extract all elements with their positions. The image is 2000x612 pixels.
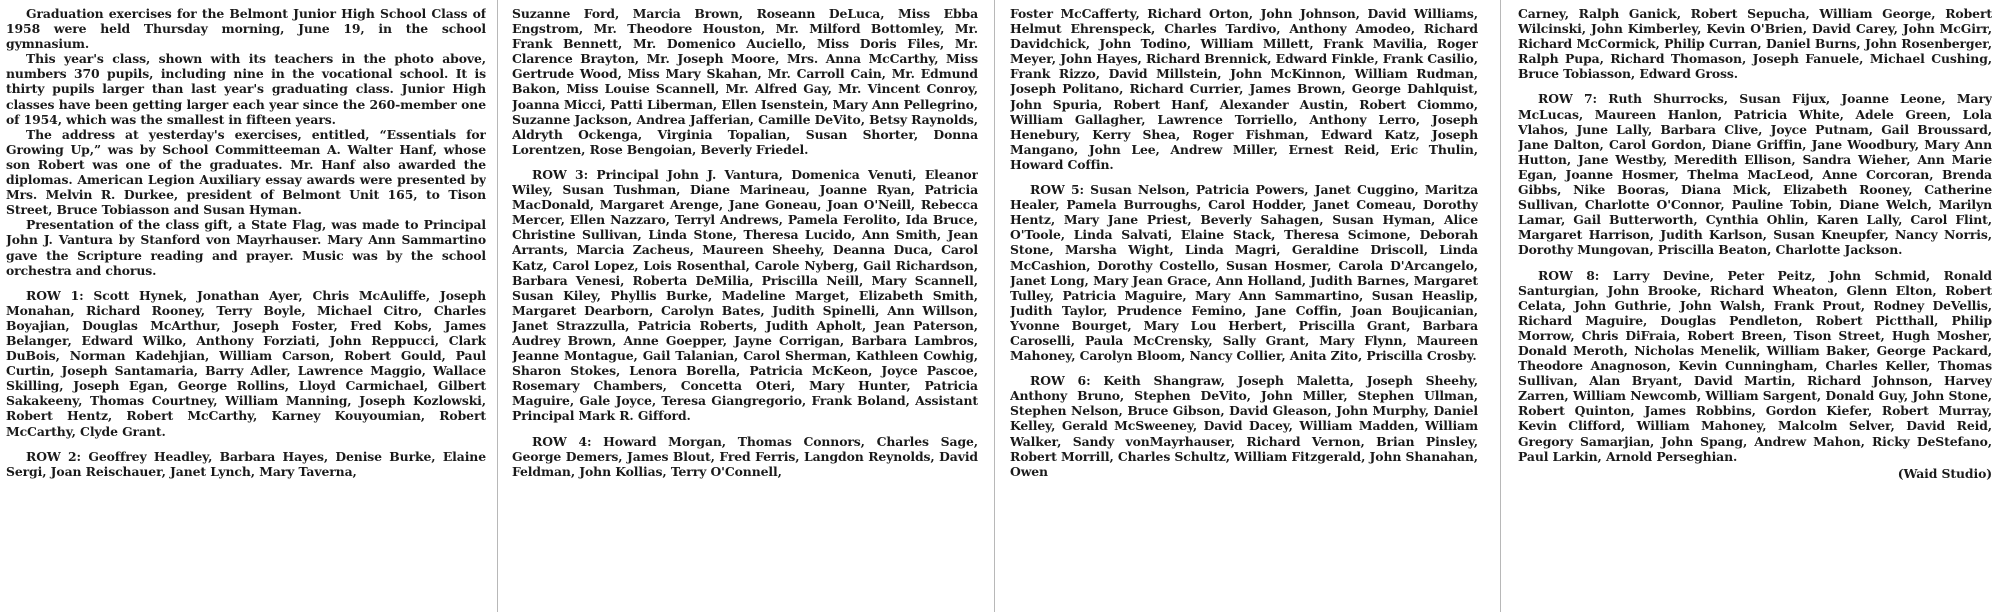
column-rule [1500, 0, 1501, 612]
row-6-names-start: ROW 6: Keith Shangraw, Joseph Maletta, Joseph Sheehy, Anthony Bruno, Stephen DeVito, John Miller, Stephen Ullman, Stephen Nelson, Bruce Gibson, David Gleason, John Murphy, Daniel Kelley, Gerald McSweeney, David Dacey, William Madden, William Walker, Sandy vonMayrhauser, Richard Vernon, Brian Pinsley, Robert Morrill, Charles Schultz, William Fitzgerald, John Shanahan, Owen [1010, 373, 1478, 479]
intro-paragraph: The address at yesterday's exercises, entitled, “Essentials for Growing Up,” was by School Committeeman A. Walter Hanf, whose son Robert was one of the graduates. Mr. Hanf also awarded the diplomas. American Legion Auxiliary essay awards were presented by Mrs. Melvin R. Durkee, president of Belmont Unit 165, to Tison Street, Bruce Tobiasson and Susan Hyman. [6, 126, 486, 218]
column-3 [1010, 6, 1478, 612]
intro-paragraph: Graduation exercises for the Belmont Junior High School Class of 1958 were held Thursday morning, June 19, in the school gymnasium. [6, 6, 486, 52]
row-8-names: ROW 8: Larry Devine, Peter Peitz, John Schmid, Ronald Santurgian, John Brooke, Richard Wheaton, Glenn Elton, Robert Celata, John Guthrie, John Walsh, Frank Prout, Rodney DeVellis, Richard Maguire, Douglas Pendleton, Robert Pictthall, Philip Morrow, Chris DiFraia, Robert Breen, Tison Street, Hugh Mosher, Donald Meroth, Nicholas Menelik, William Baker, George Packard, Theodore Anagnoson, Kevin Cunningham, Charles Keller, Thomas Sullivan, Alan Bryant, David Martin, Richard Johnson, Harvey Zarren, William Newcomb, William Sargent, Donald Guy, John Stone, Robert Quinton, James Robbins, Gordon Kiefer, Robert Murray, Kevin Clifford, William Mahoney, Malcolm Selver, David Reid, Gregory Samarjian, John Spang, Andrew Mahon, Ricky DeStefano, Paul Larkin, Arnold Perseghian. [1518, 267, 1992, 464]
photo-credit: (Waid Studio) [1897, 465, 1992, 481]
row-1-names: ROW 1: Scott Hynek, Jonathan Ayer, Chris McAuliffe, Joseph Monahan, Richard Rooney, Terry Boyle, Michael Citro, Charles Boyajian, Douglas McArthur, Joseph Foster, Fred Kobs, James Belanger, Edward Wilko, Anthony Forziati, John Reppucci, Clark DuBois, Norman Kadehjian, William Carson, Robert Gould, Paul Curtin, Joseph Santamaria, Barry Adler, Lawrence Maggio, Wallace Skilling, Joseph Egan, George Rollins, Lloyd Carmichael, Gilbert Sakakeeny, Thomas Courtney, William Manning, Joseph Kozlowski, Robert Hentz, Robert McCarthy, Karney Kouyoumian, Robert McCarthy, Clyde Grant. [6, 287, 486, 439]
row-4-names-continued: Foster McCafferty, Richard Orton, John Johnson, David Williams, Helmut Ehrenspeck, Charles Tardivo, Anthony Amodeo, Richard Davidchick, John Todino, William Millett, Frank Mavilia, Roger Meyer, John Hayes, Richard Brennick, Edward Finkle, Frank Casilio, Frank Rizzo, David Millstein, John McKinnon, William Rudman, Joseph Politano, Richard Currier, James Brown, George Dahlquist, John Spuria, Robert Hanf, Alexander Austin, Robert Ciommo, William Gallagher, Lawrence Torriello, Anthony Lerro, Joseph Henebury, Kerry Shea, Roger Fishman, Edward Katz, Joseph Mangano, John Lee, Andrew Miller, Ernest Reid, Eric Thulin, Howard Coffin. [1010, 6, 1478, 172]
row-2-names-continued: Suzanne Ford, Marcia Brown, Roseann DeLuca, Miss Ebba Engstrom, Mr. Theodore Houston, Mr. Milford Bottomley, Mr. Frank Bennett, Mr. Domenico Auciello, Miss Doris Files, Mr. Clarence Brayton, Mr. Joseph Moore, Mrs. Anna McCarthy, Miss Gertrude Wood, Miss Mary Skahan, Mr. Carroll Cain, Mr. Edmund Bakon, Miss Louise Scannell, Mr. Alfred Gay, Mr. Vincent Conroy, Joanna Micci, Patti Liberman, Ellen Isenstein, Mary Ann Pellegrino, Suzanne Jackson, Andrea Jafferian, Camille DeVito, Betsy Raynolds, Aldryth Ockenga, Virginia Topalian, Susan Shorter, Donna Lorentzen, Rose Bengoian, Beverly Friedel. [512, 6, 978, 157]
row-5-names: ROW 5: Susan Nelson, Patricia Powers, Janet Cuggino, Maritza Healer, Pamela Burroughs, Carol Hodder, Janet Comeau, Dorothy Hentz, Mary Jane Priest, Beverly Sahagen, Susan Hyman, Alice O'Toole, Linda Salvati, Elaine Stack, Theresa Scimone, Deborah Stone, Marsha Wight, Linda Magri, Geraldine Driscoll, Linda McCashion, Dorothy Costello, Susan Hosmer, Carola D'Arcangelo, Janet Long, Mary Jean Grace, Ann Holland, Judith Barnes, Margaret Tulley, Patricia Maguire, Mary Ann Sammartino, Susan Heaslip, Judith Taylor, Prudence Femino, Jane Coffin, Joan Boujicanian, Yvonne Bourget, Mary Lou Herbert, Priscilla Grant, Barbara Caroselli, Paula McCrensky, Sally Grant, Mary Flynn, Maureen Mahoney, Carolyn Bloom, Nancy Collier, Anita Zito, Priscilla Crosby. [1010, 182, 1478, 364]
row-2-names-start: ROW 2: Geoffrey Headley, Barbara Hayes, Denise Burke, Elaine Sergi, Joan Reischauer, Janet Lynch, Mary Taverna, [6, 448, 486, 479]
row-6-names-continued: Carney, Ralph Ganick, Robert Sepucha, William George, Robert Wilcinski, John Kimberley, Kevin O'Brien, David Carey, John McGirr, Richard McCormick, Philip Curran, Daniel Burns, John Rosenberger, Ralph Pupa, Richard Thomason, Joseph Fanuele, Michael Cushing, Bruce Tobiasson, Edward Gross. [1518, 6, 1992, 82]
row-7-names: ROW 7: Ruth Shurrocks, Susan Fijux, Joanne Leone, Mary McLucas, Maureen Hanlon, Patricia White, Adele Green, Lola Vlahos, June Lally, Barbara Clive, Joyce Putnam, Gail Broussard, Jane Dalton, Carol Gordon, Diane Griffin, Jane Woodbury, Mary Ann Hutton, Jane Westby, Meredith Ellison, Sandra Wieher, Ann Marie Egan, Joanne Hosmer, Thelma MacLeod, Anne Corcoran, Brenda Gibbs, Nike Booras, Diana Mick, Elizabeth Rooney, Catherine Sullivan, Charlotte O'Connor, Pauline Tobin, Diane Welch, Marilyn Lamar, Gail Butterworth, Cynthia Ohlin, Karen Lally, Carol Flint, Margaret Harrison, Judith Karlson, Susan Kneupfer, Nancy Norris, Dorothy Mungovan, Priscilla Beaton, Charlotte Jackson. [1518, 91, 1992, 258]
column-2 [512, 6, 978, 612]
column-rule [994, 0, 995, 612]
row-4-names-start: ROW 4: Howard Morgan, Thomas Connors, Charles Sage, George Demers, James Blout, Fred Ferris, Langdon Reynolds, David Feldman, John Kollias, Terry O'Connell, [512, 433, 978, 479]
column-4 [1518, 6, 1992, 612]
intro-paragraph: This year's class, shown with its teachers in the photo above, numbers 370 pupils, including nine in the vocational school. It is thirty pupils larger than last year's graduating class. Junior High classes have been getting larger each year since the 260-member one of 1954, which was the smallest in fifteen years. [6, 51, 486, 127]
intro-paragraph: Presentation of the class gift, a State Flag, was made to Principal John J. Vantura by Stanford von Mayrhauser. Mary Ann Sammartino gave the Scripture reading and prayer. Music was by the school orchestra and chorus. [6, 217, 486, 278]
column-1 [6, 6, 486, 612]
row-3-names: ROW 3: Principal John J. Vantura, Domenica Venuti, Eleanor Wiley, Susan Tushman, Diane Marineau, Joanne Ryan, Patricia MacDonald, Margaret Arenge, Jane Goneau, Joan O'Neill, Rebecca Mercer, Ellen Nazzaro, Terryl Andrews, Pamela Ferolito, Ida Bruce, Christine Sullivan, Linda Stone, Theresa Lucido, Ann Smith, Jean Arrants, Marcia Zacheus, Maureen Sheehy, Deanna Duca, Carol Katz, Carol Lopez, Lois Rosenthal, Carole Nyberg, Gail Richardson, Barbara Venesi, Roberta DeMilia, Priscilla Neill, Mary Scannell, Susan Kiley, Phyllis Burke, Madeline Marget, Elizabeth Smith, Margaret Dearborn, Carolyn Bates, Judith Spinelli, Ann Willson, Janet Strazzulla, Patricia Roberts, Judith Apholt, Jean Paterson, Audrey Brown, Anne Goepper, Jayne Corrigan, Barbara Lambros, Jeanne Montague, Gail Talanian, Carol Sherman, Kathleen Cowhig, Sharon Stokes, Lenora Borella, Patricia McKeon, Joyce Pascoe, Rosemary Chambers, Concetta Oteri, Mary Hunter, Patricia Maguire, Gale Joyce, Teresa Giangregorio, Frank Boland, Assistant Principal Mark R. Gifford. [512, 166, 978, 424]
column-rule [497, 0, 498, 612]
